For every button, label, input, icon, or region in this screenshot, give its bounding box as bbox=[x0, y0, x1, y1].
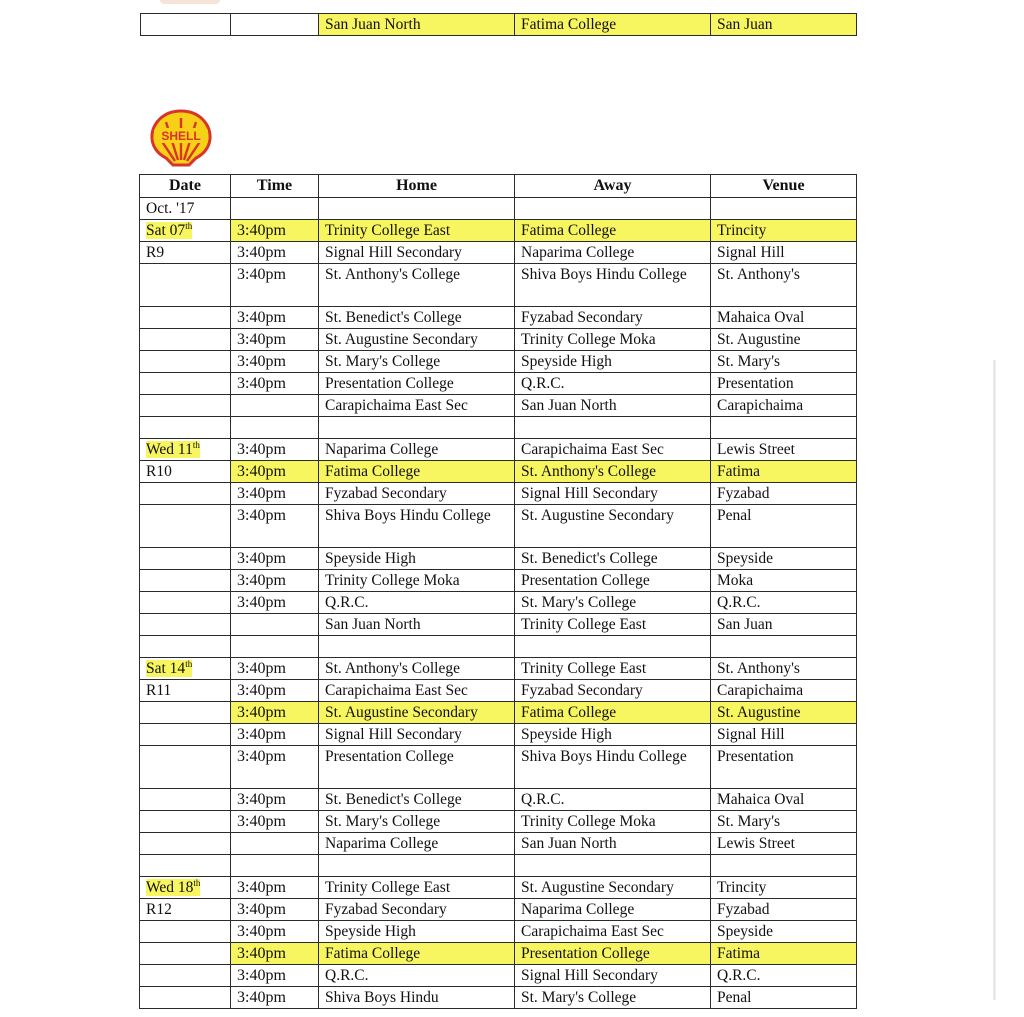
venue-cell: St. Mary's bbox=[711, 351, 857, 373]
month-cell: Oct. '17 bbox=[140, 198, 231, 220]
date-cell bbox=[140, 877, 231, 899]
table-row bbox=[140, 373, 857, 395]
home-cell: San Juan North bbox=[319, 614, 515, 636]
table-row bbox=[140, 548, 857, 570]
separator-row bbox=[140, 636, 857, 658]
home-cell: Trinity College Moka bbox=[319, 570, 515, 592]
venue-cell: St. Anthony's bbox=[711, 658, 857, 680]
month-row bbox=[140, 198, 857, 220]
table-row bbox=[140, 264, 857, 307]
home-cell: Naparima College bbox=[319, 439, 515, 461]
away-cell: Trinity College East bbox=[515, 658, 711, 680]
match-day: Wed 18th bbox=[146, 877, 201, 896]
away-cell: Naparima College bbox=[515, 899, 711, 921]
venue-cell: Fyzabad bbox=[711, 899, 857, 921]
home-cell: Trinity College East bbox=[319, 877, 515, 899]
header-venue: Venue bbox=[711, 175, 857, 198]
header-away: Away bbox=[515, 175, 711, 198]
home-cell: Shiva Boys Hindu College bbox=[319, 505, 515, 548]
home-cell: St. Benedict's College bbox=[319, 307, 515, 329]
date-cell bbox=[140, 220, 231, 242]
away-cell: Fatima College bbox=[515, 14, 711, 36]
home-cell: Trinity College East bbox=[319, 220, 515, 242]
away-cell: St. Mary's College bbox=[515, 987, 711, 1009]
away-cell: Trinity College Moka bbox=[515, 329, 711, 351]
away-cell: St. Augustine Secondary bbox=[515, 877, 711, 899]
date-cell bbox=[140, 373, 231, 395]
date-cell bbox=[140, 592, 231, 614]
venue-cell: St. Augustine bbox=[711, 329, 857, 351]
date-cell bbox=[140, 483, 231, 505]
header-time: Time bbox=[231, 175, 319, 198]
away-cell: Presentation College bbox=[515, 570, 711, 592]
home-cell: St. Mary's College bbox=[319, 811, 515, 833]
venue-cell: Speyside bbox=[711, 921, 857, 943]
home-cell: St. Mary's College bbox=[319, 351, 515, 373]
time-cell: 3:40pm bbox=[231, 439, 319, 461]
venue-cell: Carapichaima bbox=[711, 395, 857, 417]
time-cell bbox=[231, 614, 319, 636]
venue-cell: Signal Hill bbox=[711, 724, 857, 746]
away-cell: Signal Hill Secondary bbox=[515, 965, 711, 987]
table-row bbox=[140, 789, 857, 811]
round-cell: R11 bbox=[140, 680, 231, 702]
time-cell: 3:40pm bbox=[231, 899, 319, 921]
time-cell: 3:40pm bbox=[231, 351, 319, 373]
home-cell: Fatima College bbox=[319, 943, 515, 965]
venue-cell: Fatima bbox=[711, 461, 857, 483]
table-row bbox=[140, 877, 857, 899]
away-cell: Fatima College bbox=[515, 702, 711, 724]
venue-cell: San Juan bbox=[711, 614, 857, 636]
home-cell: Naparima College bbox=[319, 833, 515, 855]
date-cell bbox=[140, 329, 231, 351]
venue-cell: Carapichaima bbox=[711, 680, 857, 702]
day-suffix: th bbox=[185, 220, 193, 231]
home-cell: St. Anthony's College bbox=[319, 658, 515, 680]
home-cell: Fyzabad Secondary bbox=[319, 483, 515, 505]
venue-cell: Fatima bbox=[711, 943, 857, 965]
time-cell: 3:40pm bbox=[231, 789, 319, 811]
time-cell: 3:40pm bbox=[231, 921, 319, 943]
time-cell: 3:40pm bbox=[231, 965, 319, 987]
time-cell bbox=[231, 833, 319, 855]
away-cell: St. Anthony's College bbox=[515, 461, 711, 483]
away-cell: Fyzabad Secondary bbox=[515, 680, 711, 702]
date-cell bbox=[140, 833, 231, 855]
fixtures-body bbox=[140, 220, 857, 1009]
date-cell bbox=[140, 746, 231, 789]
time-cell: 3:40pm bbox=[231, 264, 319, 307]
venue-cell: Mahaica Oval bbox=[711, 789, 857, 811]
day-suffix: th bbox=[192, 439, 200, 450]
away-cell: Q.R.C. bbox=[515, 373, 711, 395]
home-cell: St. Augustine Secondary bbox=[319, 329, 515, 351]
table-row bbox=[140, 811, 857, 833]
table-row bbox=[140, 351, 857, 373]
date-cell bbox=[140, 351, 231, 373]
venue-cell: Penal bbox=[711, 987, 857, 1009]
venue-cell: Penal bbox=[711, 505, 857, 548]
time-cell: 3:40pm bbox=[231, 943, 319, 965]
home-cell: Carapichaima East Sec bbox=[319, 680, 515, 702]
home-cell: Signal Hill Secondary bbox=[319, 724, 515, 746]
date-cell bbox=[140, 395, 231, 417]
time-cell: 3:40pm bbox=[231, 680, 319, 702]
away-cell: St. Augustine Secondary bbox=[515, 505, 711, 548]
table-row bbox=[140, 614, 857, 636]
away-cell: Shiva Boys Hindu College bbox=[515, 264, 711, 307]
match-day: Wed 11th bbox=[146, 439, 200, 458]
table-row bbox=[140, 483, 857, 505]
away-cell: Shiva Boys Hindu College bbox=[515, 746, 711, 789]
venue-cell: Fyzabad bbox=[711, 483, 857, 505]
venue-cell: Q.R.C. bbox=[711, 592, 857, 614]
previous-fixtures-table bbox=[140, 13, 857, 36]
time-cell: 3:40pm bbox=[231, 307, 319, 329]
home-cell: Fyzabad Secondary bbox=[319, 899, 515, 921]
time-cell: 3:40pm bbox=[231, 592, 319, 614]
time-cell: 3:40pm bbox=[231, 329, 319, 351]
away-cell: Fyzabad Secondary bbox=[515, 307, 711, 329]
venue-cell: San Juan bbox=[711, 14, 857, 36]
home-cell: Q.R.C. bbox=[319, 965, 515, 987]
away-cell: Q.R.C. bbox=[515, 789, 711, 811]
venue-cell: Lewis Street bbox=[711, 833, 857, 855]
date-cell bbox=[140, 943, 231, 965]
away-cell: Presentation College bbox=[515, 943, 711, 965]
home-cell: Q.R.C. bbox=[319, 592, 515, 614]
venue-cell: Trincity bbox=[711, 220, 857, 242]
home-cell: St. Augustine Secondary bbox=[319, 702, 515, 724]
top-smudge bbox=[160, 0, 220, 4]
venue-cell: Presentation bbox=[711, 373, 857, 395]
venue-cell: St. Mary's bbox=[711, 811, 857, 833]
time-cell: 3:40pm bbox=[231, 877, 319, 899]
table-row bbox=[140, 943, 857, 965]
date-cell bbox=[140, 811, 231, 833]
away-cell: Fatima College bbox=[515, 220, 711, 242]
table-row bbox=[140, 899, 857, 921]
time-cell: 3:40pm bbox=[231, 548, 319, 570]
table-row bbox=[140, 833, 857, 855]
table-row bbox=[140, 570, 857, 592]
venue-cell: Signal Hill bbox=[711, 242, 857, 264]
separator-row bbox=[140, 417, 857, 439]
home-cell: San Juan North bbox=[319, 14, 515, 36]
date-cell bbox=[140, 439, 231, 461]
date-cell bbox=[140, 987, 231, 1009]
date-cell bbox=[140, 789, 231, 811]
venue-cell: St. Anthony's bbox=[711, 264, 857, 307]
away-cell: Naparima College bbox=[515, 242, 711, 264]
table-row bbox=[140, 439, 857, 461]
away-cell: Signal Hill Secondary bbox=[515, 483, 711, 505]
fixtures-table bbox=[139, 174, 857, 1009]
away-cell: St. Mary's College bbox=[515, 592, 711, 614]
time-cell: 3:40pm bbox=[231, 746, 319, 789]
header-home: Home bbox=[319, 175, 515, 198]
match-day: Sat 07th bbox=[146, 220, 193, 239]
table-row bbox=[140, 329, 857, 351]
away-cell: Carapichaima East Sec bbox=[515, 439, 711, 461]
venue-cell: Q.R.C. bbox=[711, 965, 857, 987]
day-suffix: th bbox=[185, 658, 193, 669]
table-row bbox=[140, 395, 857, 417]
shell-logo-text: SHELL bbox=[161, 129, 201, 143]
time-cell: 3:40pm bbox=[231, 483, 319, 505]
away-cell: St. Benedict's College bbox=[515, 548, 711, 570]
time-cell: 3:40pm bbox=[231, 811, 319, 833]
time-cell: 3:40pm bbox=[231, 242, 319, 264]
time-cell: 3:40pm bbox=[231, 987, 319, 1009]
table-row bbox=[140, 965, 857, 987]
time-cell bbox=[231, 395, 319, 417]
round-cell: R10 bbox=[140, 461, 231, 483]
time-cell: 3:40pm bbox=[231, 220, 319, 242]
date-cell bbox=[140, 264, 231, 307]
day-suffix: th bbox=[193, 877, 201, 888]
time-cell: 3:40pm bbox=[231, 724, 319, 746]
home-cell: Carapichaima East Sec bbox=[319, 395, 515, 417]
away-cell: Speyside High bbox=[515, 351, 711, 373]
away-cell: Trinity College Moka bbox=[515, 811, 711, 833]
table-row bbox=[140, 658, 857, 680]
table-row bbox=[140, 505, 857, 548]
away-cell: San Juan North bbox=[515, 395, 711, 417]
away-cell: Carapichaima East Sec bbox=[515, 921, 711, 943]
time-cell: 3:40pm bbox=[231, 702, 319, 724]
table-row bbox=[140, 220, 857, 242]
match-day: Sat 14th bbox=[146, 658, 193, 677]
date-cell bbox=[140, 307, 231, 329]
time-cell: 3:40pm bbox=[231, 505, 319, 548]
home-cell: Signal Hill Secondary bbox=[319, 242, 515, 264]
home-cell: Speyside High bbox=[319, 921, 515, 943]
date-cell bbox=[140, 724, 231, 746]
date-cell bbox=[140, 658, 231, 680]
time-cell: 3:40pm bbox=[231, 373, 319, 395]
home-cell: Presentation College bbox=[319, 373, 515, 395]
time-cell: 3:40pm bbox=[231, 658, 319, 680]
date-cell bbox=[140, 614, 231, 636]
venue-cell: Presentation bbox=[711, 746, 857, 789]
time-cell: 3:40pm bbox=[231, 461, 319, 483]
table-row bbox=[141, 14, 857, 36]
home-cell: St. Benedict's College bbox=[319, 789, 515, 811]
table-row bbox=[140, 242, 857, 264]
date-cell bbox=[140, 548, 231, 570]
table-row bbox=[140, 592, 857, 614]
table-row bbox=[140, 987, 857, 1009]
date-cell bbox=[140, 921, 231, 943]
date-cell bbox=[140, 505, 231, 548]
home-cell: Shiva Boys Hindu bbox=[319, 987, 515, 1009]
table-row bbox=[140, 702, 857, 724]
table-row bbox=[140, 307, 857, 329]
table-row bbox=[140, 680, 857, 702]
venue-cell: Trincity bbox=[711, 877, 857, 899]
page-edge-shadow bbox=[993, 360, 996, 1000]
table-row bbox=[140, 724, 857, 746]
home-cell: Speyside High bbox=[319, 548, 515, 570]
venue-cell: Speyside bbox=[711, 548, 857, 570]
away-cell: Trinity College East bbox=[515, 614, 711, 636]
venue-cell: Moka bbox=[711, 570, 857, 592]
round-cell: R9 bbox=[140, 242, 231, 264]
shell-logo bbox=[148, 108, 214, 170]
table-row bbox=[140, 746, 857, 789]
venue-cell: St. Augustine bbox=[711, 702, 857, 724]
date-cell bbox=[140, 965, 231, 987]
home-cell: St. Anthony's College bbox=[319, 264, 515, 307]
round-cell: R12 bbox=[140, 899, 231, 921]
venue-cell: Lewis Street bbox=[711, 439, 857, 461]
time-cell: 3:40pm bbox=[231, 570, 319, 592]
home-cell: Fatima College bbox=[319, 461, 515, 483]
table-row bbox=[140, 921, 857, 943]
date-cell bbox=[141, 14, 231, 36]
away-cell: Speyside High bbox=[515, 724, 711, 746]
time-cell bbox=[231, 14, 319, 36]
header-date: Date bbox=[140, 175, 231, 198]
home-cell: Presentation College bbox=[319, 746, 515, 789]
separator-row bbox=[140, 855, 857, 877]
header-row bbox=[140, 175, 857, 198]
table-row bbox=[140, 461, 857, 483]
away-cell: San Juan North bbox=[515, 833, 711, 855]
venue-cell: Mahaica Oval bbox=[711, 307, 857, 329]
date-cell bbox=[140, 702, 231, 724]
date-cell bbox=[140, 570, 231, 592]
